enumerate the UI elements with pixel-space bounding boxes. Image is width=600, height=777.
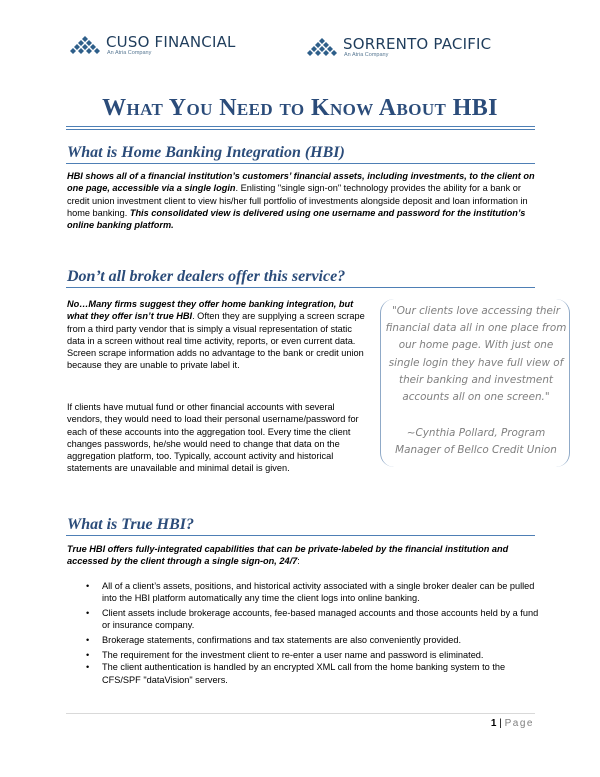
list-item	[86, 634, 546, 646]
title-divider	[66, 126, 535, 127]
section-heading-true-hbi: What is True HBI?	[67, 516, 194, 533]
cuso-financial-logo	[68, 34, 236, 57]
bullet-icon: •	[86, 649, 90, 660]
section-paragraph	[67, 298, 367, 372]
list-item-text: The requirement for the investment client to re-enter a user name and password is eliminated.	[102, 649, 484, 660]
section-heading-broker-dealers: Don’t all broker dealers offer this service?	[67, 268, 346, 285]
bullet-icon: •	[86, 662, 90, 673]
list-item	[86, 661, 546, 686]
logo-name: SORRENTO PACIFIC	[343, 35, 492, 53]
pull-quote: "Our clients love accessing their financial data all in one place from our home page. With just one single login they have full view of their banking and investment accounts all on one screen."	[385, 305, 567, 404]
quote-attribution: ~Cynthia Pollard, Program Manager of Bellco Credit Union	[395, 427, 557, 456]
paragraph-text: . Often they are supplying a screen scrape from a third party vendor that is simply a visual representation of static data in a screen without real time activity, reports, or even current data. Screen scrape information adds no advantage to the bank or credit union because they are unable to private label it.	[67, 311, 365, 371]
logo-subtitle: An Atria Company	[107, 50, 152, 56]
section-divider	[66, 287, 535, 288]
intro-colon: :	[297, 556, 300, 567]
paragraph-emphasis: No…Many firms suggest they offer home banking integration, but what they offer isn’t true HBI	[67, 299, 354, 322]
diamond-grid-icon	[305, 37, 339, 59]
list-item-text: Client assets include brokerage accounts, fee-based managed accounts and those accounts held by a fund or insurance company.	[102, 608, 539, 631]
list-item	[86, 607, 546, 632]
page-label: Page	[504, 718, 534, 729]
page-separator: |	[496, 718, 505, 729]
page-title: What You Need to Know About HBI	[102, 95, 498, 121]
bullet-icon: •	[86, 635, 90, 645]
bullet-list	[86, 580, 546, 688]
diamond-grid-icon	[68, 35, 102, 57]
page-footer	[420, 718, 534, 729]
bullet-icon: •	[86, 608, 90, 618]
list-item	[86, 580, 546, 605]
paragraph-emphasis: This consolidated view is delivered using one username and password for the institution’s online banking platform.	[67, 207, 526, 231]
section-paragraph: If clients have mutual fund or other financial accounts with several vendors, they would need to load their personal username/password for each of these accounts into the aggregation tool. Every time the client changes passwords, he/she would need to change that data on the aggregation platform, too. Typically, account activity and historical statements are unavailable and minimal detail is given.	[67, 402, 359, 474]
title-divider-thin	[66, 129, 535, 130]
sorrento-pacific-logo	[305, 36, 491, 59]
paragraph-emphasis: HBI shows all of a financial institution’s customers’ financial assets, including investments, to the client on one page, accessible via a single login	[67, 171, 535, 194]
section-heading-what-is-hbi: What is Home Banking Integration (HBI)	[67, 144, 345, 161]
bullet-icon: •	[86, 581, 90, 591]
logo-subtitle: An Atria Company	[344, 52, 389, 58]
paragraph-text: . Enlisting "single sign-on" technology provides the ability for a bank or credit union investment client to view his/her full portfolio of investments alongside deposit and loan information in home banking.	[67, 183, 528, 218]
section-intro	[67, 543, 537, 568]
section-divider	[66, 535, 535, 536]
list-item-text: Brokerage statements, confirmations and tax statements are also conveniently provided.	[102, 635, 462, 645]
list-item-text: The client authentication is handled by an encrypted XML call from the home banking system to the CFS/SPF "dataVision" servers.	[102, 662, 506, 685]
section-paragraph	[67, 170, 537, 231]
page-number: 1	[490, 718, 497, 729]
intro-emphasis: True HBI offers fully-integrated capabilities that can be private-labeled by the financial institution and accessed by the client through a single sign-on, 24/7	[67, 544, 509, 567]
logo-name: CUSO FINANCIAL	[106, 33, 236, 51]
section-divider	[66, 163, 535, 164]
footer-divider	[66, 713, 535, 714]
list-item-text: All of a client’s assets, positions, and historical activity associated with a single broker dealer can be pulled into the HBI platform automatically any time the client logs into online banking.	[102, 581, 535, 604]
list-item	[86, 649, 546, 661]
